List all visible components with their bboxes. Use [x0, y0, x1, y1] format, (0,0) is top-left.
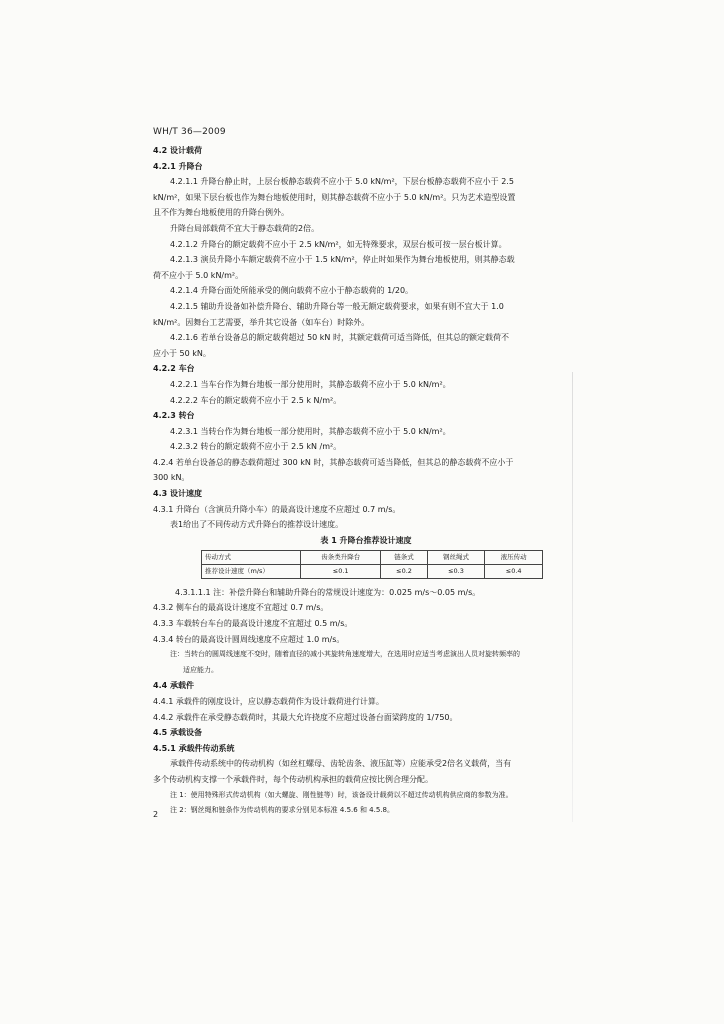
text-line: 应小于 50 kN。: [153, 348, 211, 358]
note-line: 注 2：钢丝绳和链条作为传动机构的要求分别见本标准 4.5.6 和 4.5.8。: [170, 806, 394, 815]
table-row: [202, 564, 543, 578]
text-line: 4.2.1.6 若单台设备总的额定载荷超过 50 kN 时，其额定载荷可适当降低，但其总的额定载荷不: [170, 333, 509, 343]
text-line: 4.4.1 承载件的刚度设计，应以静态载荷作为设计载荷进行计算。: [153, 697, 384, 706]
note-line: 适应能力。: [183, 665, 218, 674]
scan-margin-line: [572, 372, 573, 822]
text-line: 4.3.1.1.1 注：补偿升降台和辅助升降台的常规设计速度为：0.025 m/s～0.05 m/s。: [175, 587, 481, 597]
section-heading: 4.5 承载设备: [153, 728, 202, 738]
section-4-2-and-4-3: [153, 143, 579, 533]
table-header-cell: 钢丝绳式: [427, 550, 485, 564]
table-header-cell: 齿条类升降台: [301, 550, 381, 564]
text-line: 升降台局部载荷不宜大于静态载荷的2倍。: [170, 223, 320, 233]
text-line: 4.3.2 侧车台的最高设计速度不宜超过 0.7 m/s。: [153, 603, 329, 613]
text-line: 4.3.1 升降台（含演员升降小车）的最高设计速度不应超过 0.7 m/s。: [153, 504, 401, 514]
table-cell: ≤0.1: [301, 564, 381, 578]
text-line: 4.3.4 转台的最高设计圆周线速度不应超过 1.0 m/s。: [153, 634, 345, 644]
table-header-row: [202, 550, 543, 564]
text-line: 表1给出了不同传动方式升降台的推荐设计速度。: [170, 520, 344, 530]
table-caption: 表 1 升降台推荐设计速度: [320, 535, 412, 545]
table-header-cell: 链条式: [381, 550, 427, 564]
text-line: 承载件传动系统中的传动机构（如丝杠螺母、齿轮齿条、液压缸等）应能承受2倍名义载荷，当有: [170, 759, 512, 769]
text-line: kN/m²。因舞台工艺需要，举升其它设备（如车台）时除外。: [153, 317, 370, 327]
section-heading: 4.2.3 转台: [153, 411, 195, 421]
text-line: 4.3.3 车载转台车台的最高设计速度不宜超过 0.5 m/s。: [153, 619, 353, 629]
text-line: 4.2.2.2 车台的额定载荷不应小于 2.5 k N/m²。: [170, 395, 342, 405]
table-header-cell: 液压传动: [485, 550, 543, 564]
text-line: 4.2.3.1 当转台作为舞台地板一部分使用时，其静态载荷不应小于 5.0 kN/m²。: [170, 426, 451, 436]
text-line: 4.2.3.2 转台的额定载荷不应小于 2.5 kN /m²。: [170, 442, 342, 452]
section-heading: 4.2.2 车台: [153, 364, 195, 374]
text-line: 荷不应小于 5.0 kN/m²。: [153, 270, 244, 280]
document-body: [153, 143, 579, 819]
standard-header: WH/T 36—2009: [153, 127, 226, 137]
table-cell: 推荐设计速度（m/s）: [202, 564, 301, 578]
text-line: 4.4.2 承载件在承受静态载荷时，其最大允许挠度不应超过设备台面梁跨度的 1/750。: [153, 712, 458, 722]
text-line: 4.2.1.3 演员升降小车额定载荷不应小于 1.5 kN/m²，停止时如果作为舞台地板使用，则其静态载: [170, 255, 515, 265]
text-line: 4.2.1.2 升降台的额定载荷不应小于 2.5 kN/m²，如无特殊要求，双层台板可按一层台板计算。: [170, 239, 507, 249]
table-cell: ≤0.2: [381, 564, 427, 578]
text-line: 4.2.1.4 升降台面处所能承受的侧向载荷不应小于静态载荷的 1/20。: [170, 286, 414, 296]
note-line: 注：当转台的圆周线速度不变时，随着直径的减小其旋转角速度增大，在选用时应适当考虑演出人员对旋转频率的: [170, 650, 520, 659]
text-line: kN/m²，如果下层台板也作为舞台地板使用时，则其静态载荷不应小于 5.0 kN/m²。只为艺术造型设置: [153, 192, 516, 202]
section-heading: 4.3 设计速度: [153, 489, 202, 499]
section-heading: 4.4 承载件: [153, 681, 194, 691]
text-line: 4.2.1.5 辅助升设备如补偿升降台、辅助升降台等一般无额定载荷要求，如果有则不宜大于 1.0: [170, 301, 504, 311]
text-line: 4.2.2.1 当车台作为舞台地板一部分使用时，其静态载荷不应小于 5.0 kN/m²。: [170, 379, 451, 389]
note-line: 注 1：使用特殊形式传动机构（如大螺旋、刚性链等）时，该备设计载荷以不超过传动机构供应商的参数为准。: [170, 790, 513, 799]
page-number: 2: [153, 810, 159, 819]
section-heading: 4.2 设计载荷: [153, 146, 202, 155]
section-heading: 4.5.1 承载件传动系统: [153, 743, 235, 753]
section-heading: 4.2.1 升降台: [153, 161, 203, 171]
section-4-3-to-4-5: [153, 585, 579, 819]
text-line: 多个传动机构支撑一个承载件时，每个传动机构承担的载荷应按比例合理分配。: [153, 774, 433, 784]
text-line: 4.2.4 若单台设备总的静态载荷超过 300 kN 时，其静态载荷可适当降低，但其总的静态载荷不应小于: [153, 457, 514, 467]
table-header-cell: 传动方式: [202, 550, 301, 564]
text-line: 300 kN。: [153, 473, 190, 483]
text-line: 且不作为舞台地板使用的升降台例外。: [153, 208, 289, 218]
speed-table: [201, 550, 543, 579]
table-cell: ≤0.4: [485, 564, 543, 578]
table-cell: ≤0.3: [427, 564, 485, 578]
text-line: 4.2.1.1 升降台静止时，上层台板静态载荷不应小于 5.0 kN/m²，下层台板静态载荷不应小于 2.5: [170, 177, 514, 187]
